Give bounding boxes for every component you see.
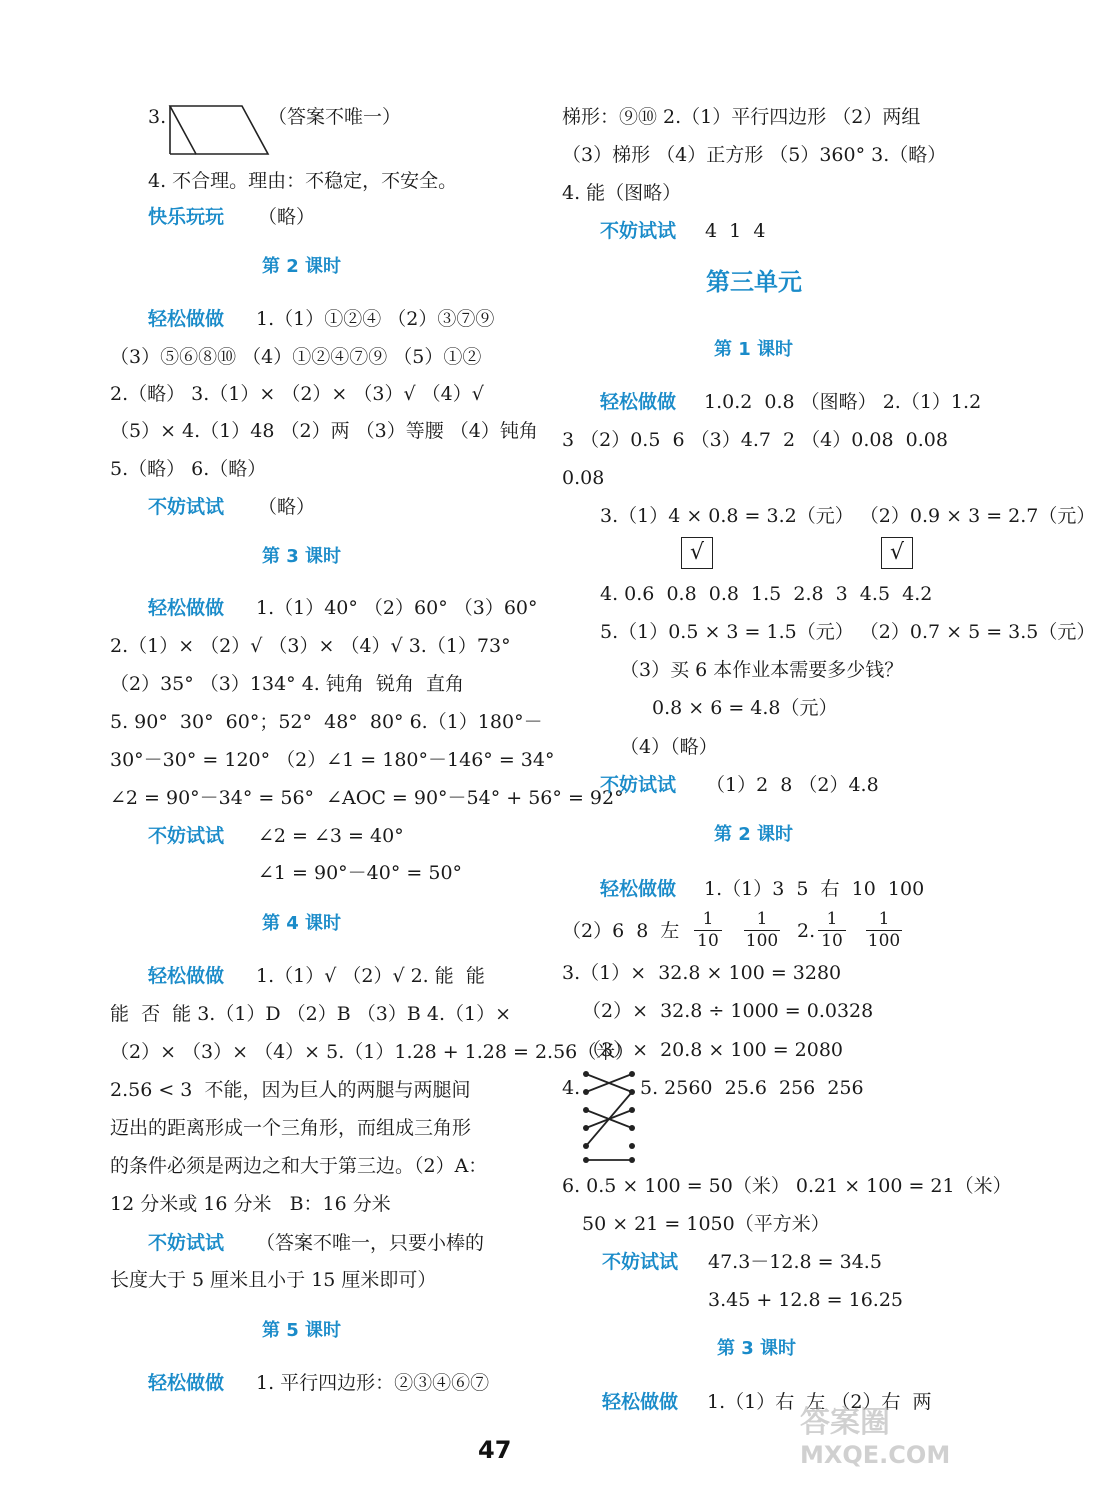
answer-line: ∠2 = 90°－34° = 56° ∠AOC = 90°－54° + 56° = 92° bbox=[110, 787, 624, 809]
answer-line: 3 （2）0.5 6 （3）4.7 2 （4）0.08 0.08 bbox=[562, 429, 948, 451]
section-tag: 轻松做做 bbox=[148, 597, 225, 619]
answer-line: 2.56 < 3 不能，因为巨人的两腿与两腿间 bbox=[110, 1079, 471, 1101]
answer-text: 1.0.2 0.8 （图略） 2.（1）1.2 bbox=[704, 391, 982, 413]
answer-line: （3）买 6 本作业本需要多少钱？ bbox=[620, 659, 904, 681]
answer-line: 4. 不合理。理由：不稳定，不安全。 bbox=[148, 170, 458, 192]
item-number: 4. bbox=[562, 1077, 581, 1099]
answer-line: （2）× 32.8 ÷ 1000 = 0.0328 bbox=[582, 1000, 874, 1022]
answer-line: 的条件必须是两边之和大于第三边。（2）A： bbox=[110, 1155, 488, 1177]
fraction: 1 100 bbox=[867, 909, 901, 951]
answer-text: （1）2 8 （2）4.8 bbox=[706, 774, 879, 796]
lesson-heading: 第 4 课时 bbox=[262, 913, 342, 934]
answer-text: 1.（1）右 左 （2）右 两 bbox=[707, 1391, 932, 1413]
answer-line: 5.（略） 6.（略） bbox=[110, 458, 267, 480]
lesson-heading: 第 2 课时 bbox=[714, 824, 794, 845]
answer-line: 5.（1）0.5 × 3 = 1.5（元） （2）0.7 × 5 = 3.5（元） bbox=[600, 621, 1095, 643]
answer-line: 5. 2560 25.6 256 256 bbox=[640, 1077, 864, 1099]
section-tag: 轻松做做 bbox=[148, 965, 225, 987]
section-tag: 不妨试试 bbox=[600, 774, 677, 796]
matching-lines-figure bbox=[578, 1068, 640, 1166]
answer-line: 2.（1）× （2）√ （3）× （4）√ 3.（1）73° bbox=[110, 635, 511, 657]
answer-line: （5）× 4.（1）48 （2）两 （3）等腰 （4）钝角 bbox=[110, 420, 538, 442]
answer-text: 1.（1）①②④ （2）③⑦⑨ bbox=[256, 308, 495, 330]
section-tag: 不妨试试 bbox=[148, 825, 225, 847]
parallelogram-figure bbox=[168, 104, 272, 158]
watermark-logo: 答案圈 MXQE.COM bbox=[800, 1405, 951, 1469]
answer-line: 4. 能（图略） bbox=[562, 182, 682, 204]
lesson-heading: 第 3 课时 bbox=[262, 546, 342, 567]
section-tag: 不妨试试 bbox=[148, 496, 225, 518]
lesson-heading: 第 1 课时 bbox=[714, 339, 794, 360]
answer-text: 1.（1）3 5 右 10 100 bbox=[704, 878, 925, 900]
lesson-heading: 第 5 课时 bbox=[262, 1320, 342, 1341]
answer-line: 2.（略） 3.（1）× （2）× （3）√ （4）√ bbox=[110, 383, 484, 405]
fraction: 1 100 bbox=[745, 909, 779, 951]
answer-text: （答案不唯一） bbox=[268, 106, 402, 128]
section-tag: 不妨试试 bbox=[148, 1232, 225, 1254]
section-tag: 轻松做做 bbox=[600, 878, 677, 900]
answer-line: （2）35° （3）134° 4. 钝角 锐角 直角 bbox=[110, 673, 465, 695]
answer-text: （略） bbox=[258, 496, 316, 518]
answer-line: 3.（1）× 32.8 × 100 = 3280 bbox=[562, 962, 842, 984]
fraction: 1 10 bbox=[694, 911, 722, 950]
section-tag: 轻松做做 bbox=[148, 308, 225, 330]
answer-line: （2）6 8 左 bbox=[562, 920, 680, 942]
unit-heading: 第三单元 bbox=[706, 268, 802, 296]
section-tag: 不妨试试 bbox=[600, 220, 677, 242]
answer-line: 0.08 bbox=[562, 467, 605, 489]
item-number: 2. bbox=[797, 920, 816, 942]
answer-line: 12 分米或 16 分米 B：16 分米 bbox=[110, 1193, 391, 1215]
answer-line: 3.45 + 12.8 = 16.25 bbox=[708, 1289, 904, 1311]
answer-line: 50 × 21 = 1050（平方米） bbox=[582, 1213, 830, 1235]
lesson-heading: 第 3 课时 bbox=[717, 1338, 797, 1359]
answer-line: 0.8 × 6 = 4.8（元） bbox=[652, 697, 838, 719]
answer-line: 6. 0.5 × 100 = 50（米） 0.21 × 100 = 21（米） bbox=[562, 1175, 1012, 1197]
checked-box-2: √ bbox=[881, 537, 913, 569]
answer-text: 1.（1）√ （2）√ 2. 能 能 bbox=[256, 965, 485, 987]
answer-text: （略） bbox=[258, 206, 316, 228]
answer-line: 长度大于 5 厘米且小于 15 厘米即可） bbox=[110, 1269, 437, 1291]
section-tag: 快乐玩玩 bbox=[148, 206, 225, 228]
answer-line: （3）梯形 （4）正方形 （5）360° 3.（略） bbox=[562, 144, 947, 166]
answer-line: 4. 0.6 0.8 0.8 1.5 2.8 3 4.5 4.2 bbox=[600, 583, 933, 605]
section-tag: 轻松做做 bbox=[602, 1391, 679, 1413]
answer-text: （答案不唯一，只要小棒的 bbox=[256, 1232, 485, 1254]
answer-text: 4 1 4 bbox=[705, 220, 766, 242]
answer-text: 1. 平行四边形：②③④⑥⑦ bbox=[256, 1372, 490, 1394]
section-tag: 不妨试试 bbox=[602, 1251, 679, 1273]
section-tag: 轻松做做 bbox=[148, 1372, 225, 1394]
answer-line: （4）（略） bbox=[620, 736, 718, 758]
answer-line: 迈出的距离形成一个三角形，而组成三角形 bbox=[110, 1117, 472, 1139]
item-number: 3. bbox=[148, 106, 167, 128]
section-tag: 轻松做做 bbox=[600, 391, 677, 413]
fraction: 1 10 bbox=[818, 911, 846, 950]
answer-text: ∠2 = ∠3 = 40° bbox=[258, 825, 404, 847]
answer-text: 47.3－12.8 = 34.5 bbox=[708, 1251, 882, 1273]
lesson-heading: 第 2 课时 bbox=[262, 256, 342, 277]
answer-line: 30°－30° = 120° （2）∠1 = 180°－146° = 34° bbox=[110, 749, 555, 771]
answer-line: （3）× 20.8 × 100 = 2080 bbox=[582, 1039, 844, 1061]
answer-line: （2）× （3）× （4）× 5.（1）1.28 + 1.28 = 2.56（米） bbox=[110, 1041, 635, 1063]
answer-line: 3.（1）4 × 0.8 = 3.2（元） （2）0.9 × 3 = 2.7（元） bbox=[600, 505, 1095, 527]
answer-text: 1.（1）40° （2）60° （3）60° bbox=[256, 597, 538, 619]
answer-line: ∠1 = 90°－40° = 50° bbox=[258, 862, 463, 884]
answer-line: （3）⑤⑥⑧⑩ （4）①②④⑦⑨ （5）①② bbox=[110, 346, 482, 368]
answer-line: 梯形：⑨⑩ 2.（1）平行四边形 （2）两组 bbox=[562, 106, 921, 128]
checked-box-1: √ bbox=[681, 537, 713, 569]
page-number: 47 bbox=[478, 1436, 512, 1464]
answer-line: 5. 90° 30° 60°；52° 48° 80° 6.（1）180°－ bbox=[110, 711, 543, 733]
answer-line: 能 否 能 3.（1）D （2）B （3）B 4.（1）× bbox=[110, 1003, 512, 1025]
